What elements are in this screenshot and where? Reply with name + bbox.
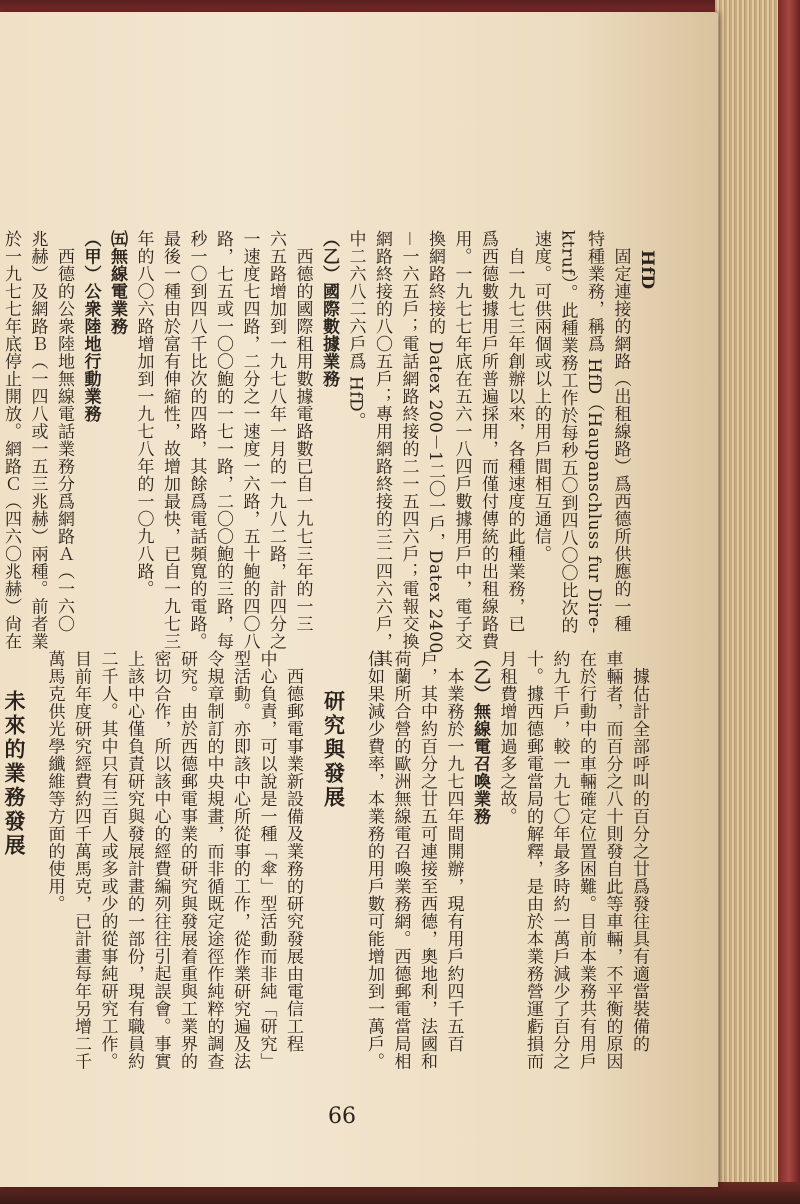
text-line: 二千人。其中只有三百人或多或少的從事純研究工作。 xyxy=(97,650,118,1070)
text-line: 上該中心僅負責研究與發展計畫的一部份，現有職員約 xyxy=(124,650,144,1070)
text-line: 路，七五或一〇〇鮑的一七一路，二〇〇鮑的三路，每 xyxy=(213,230,233,650)
text-line: 換網路終接的 Datex 200－1二〇一戶，Datex 2400 xyxy=(425,230,445,654)
text-line: 萬馬克供光學纖維等方面的使用。 xyxy=(44,650,65,913)
section-heading-wireless: ㈤無線電業務 xyxy=(107,230,127,335)
text-line: 中心負責，可以說是一種「傘」型活動而非純「研究」 xyxy=(256,650,277,1070)
section-heading-hfd: HfD xyxy=(637,250,657,290)
text-line: 一速度七四路，二分之一速度一六路，五十鮑的四〇八 xyxy=(239,230,260,650)
text-line: 月租費增加過多之故。 xyxy=(496,650,517,825)
text-line: 最後一種由於富有伸縮性，故增加最快，已自一九七三 xyxy=(160,230,180,650)
text-line: 於一九七七年底停止開放。網路Ｃ（四六〇兆赫）尙在 xyxy=(1,230,21,650)
text-line: 研究。由於西德郵電事業的研究與發展着重與工業界的 xyxy=(177,650,197,1070)
text-line: 六五路增加到一九七八年一月的一九八二路，計四分之 xyxy=(266,230,286,650)
text-line: 特種業務，稱爲 HfD（Haupanschluss fur Dire- xyxy=(584,230,604,634)
text-line: 速度。可供兩個或以上的用戶間相互通信。 xyxy=(531,230,551,563)
text-line: 在於行動中的車輛確定位置困難。目前本業務共有用戶 xyxy=(576,650,596,1070)
text-line: 西德的國際租用數據電路數已自一九七三年的一三 xyxy=(292,230,313,633)
text-line: 約九千戶，較一九七〇年最多時約一萬戶減少了百分之 xyxy=(549,650,570,1070)
text-line: 荷蘭所合營的歐洲無線電召喚業務網。西德郵電當局相 xyxy=(390,650,411,1070)
text-line: －一六五戶；電話網路終接的二一五四六戶；電報交換 xyxy=(398,230,419,650)
text-line: 密切合作，所以該中心的經費編列往往引起誤會。事實 xyxy=(150,650,171,1070)
text-line: 用。一九七七年底在五六一八四戶數據用戶中，電子交 xyxy=(451,230,472,650)
text-line: 西德郵電事業新設備及業務的研究發展由電信工程 xyxy=(283,650,303,1053)
section-heading-international: （乙）國際數據業務 xyxy=(319,230,339,388)
section-heading-paging: （乙）無線電召喚業務 xyxy=(470,650,490,825)
upper-text-block xyxy=(0,230,660,668)
text-line: 型活動。亦即該中心所從事的工作，從作業研究遍及法 xyxy=(230,650,250,1070)
text-line: 固定連接的網路（出租線路）爲西德所供應的一種 xyxy=(610,230,631,633)
text-line: 自一九七三年創辦以來，各種速度的此種業務，已 xyxy=(504,230,525,633)
text-line: 爲西德數據用戶所普遍採用，而僅付傳統的出租線路費 xyxy=(478,230,498,650)
text-line: ktruf）。此種業務工作於每秒五〇到四八〇〇比次的 xyxy=(557,230,578,634)
text-line: 車輛者，而百分之八十則發自此等車輛，不平衡的原因 xyxy=(602,650,623,1070)
book-cover-spine xyxy=(778,0,800,1204)
section-heading-future-business: 未來的業務發展 xyxy=(2,690,27,858)
text-line: 秒一〇到四八千比次的四路，其餘爲電話頻寬的電路。 xyxy=(186,230,207,650)
lower-text-block xyxy=(2,650,652,1090)
text-line: 目前年度研究經費約四千萬馬克，已計畫每年另增二千 xyxy=(71,650,91,1070)
text-line: 兆赫）及網路Ｂ（一四八或一五三兆赫）兩種。前者業 xyxy=(27,230,48,650)
text-line: 網路終接的八〇五戶；專用網路終接的三二四六六戶，其 xyxy=(372,230,392,668)
text-line: 年的八〇六路增加到一九七八年的一〇九八路。 xyxy=(133,230,154,598)
text-line: 戶，其中約百分之廿五可連接至西德，奧地利，法國和 xyxy=(417,650,437,1070)
text-line: 信如果減少費率，本業務的用戶數可能增加到一萬戶。 xyxy=(364,650,384,1070)
text-line: 西德的公衆陸地無線電話業務分爲網路Ａ（一六〇 xyxy=(54,230,74,633)
section-heading-research: 研究與發展 xyxy=(321,690,347,810)
section-heading-public-land-mobile: （甲）公衆陸地行動業務 xyxy=(80,230,101,423)
page-number: 66 xyxy=(328,1104,356,1129)
text-line: 令規章制訂的中央規畫，而非循既定途徑作純粹的調查 xyxy=(203,650,224,1070)
text-line: 據估計全部呼叫的百分之廿爲發往具有適當裝備的 xyxy=(629,650,649,1053)
text-line: 本業務於一九七四年間開辦，現有用戶約四千五百 xyxy=(443,650,464,1053)
book-page xyxy=(0,12,718,1187)
text-line: 十。據西德郵電當局的解釋，是由於本業務營運虧損而 xyxy=(523,650,543,1070)
text-line: 中二六八二六戶爲 HfD。 xyxy=(345,230,366,430)
